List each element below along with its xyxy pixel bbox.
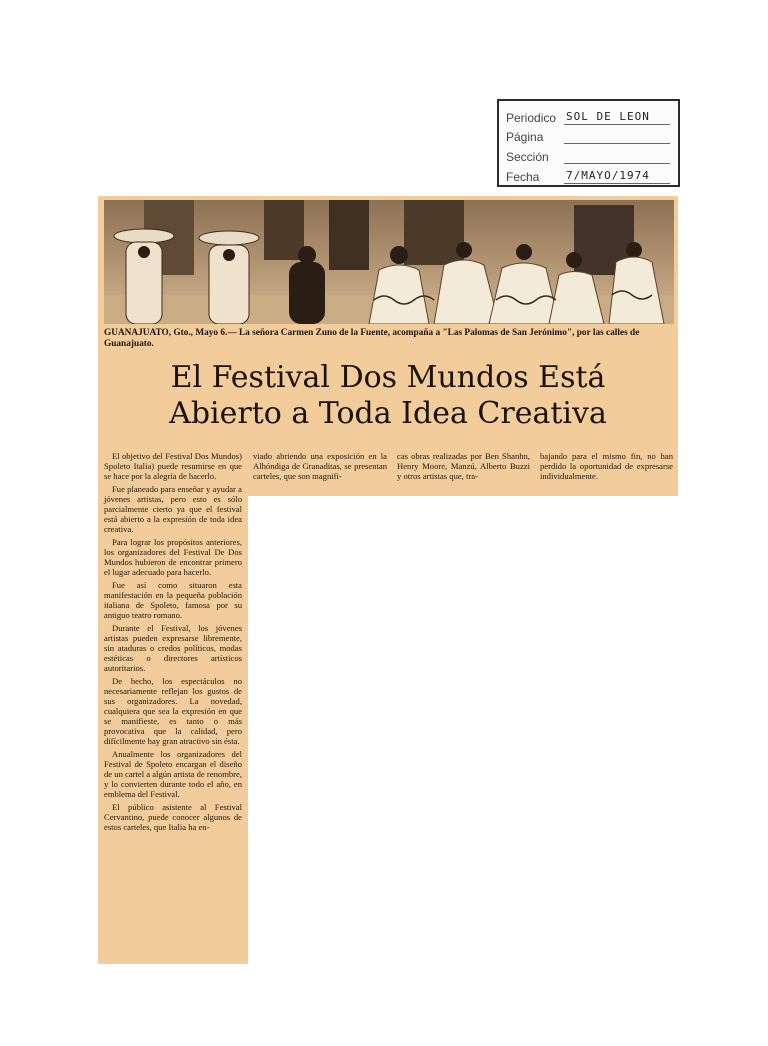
headline-line-2: Abierto a Toda Idea Creativa xyxy=(169,396,607,431)
headline-line-1: El Festival Dos Mundos Está xyxy=(170,360,606,395)
paragraph: bajando para el mismo fin, no han perdido la oportunidad de expresarse individualmente. xyxy=(540,451,673,481)
paragraph: El objetivo del Festival Dos Mundos) Spoleto Italia) puede resumirse en que se hace por la alegría de hacerlo. xyxy=(104,451,242,481)
article-column-4 xyxy=(540,451,673,484)
paragraph: El público asistente al Festival Cervantino, puede conocer algunos de estos carteles, que Italia ha en- xyxy=(104,802,242,832)
paragraph: viado abriendo una exposición en la Alhóndiga de Granaditas, se presentan carteles, que son magnifi- xyxy=(253,451,387,481)
archive-stamp xyxy=(497,99,680,187)
stamp-row-periodico xyxy=(506,105,670,125)
stamp-row-fecha xyxy=(506,164,670,184)
paragraph: De hecho, los espectáculos no necesariamente reflejan los gustos de sus organizadores. La novedad, cualquiera que sea la expresión en que se manifieste, es tanto o más provocativa que la calidad, pero difícilmente hay gran atractivo sin ésta. xyxy=(104,676,242,746)
stamp-label: Página xyxy=(506,130,544,144)
paragraph: Fue así como situaron esta manifestación en la pequeña población italiana de Spoleto, famosa por su antiguo teatro romano. xyxy=(104,580,242,620)
paragraph: Durante el Festival, los jóvenes artistas pueden expresarse libremente, sin ataduras o credos políticos, modas estéticas o directores artísticos autoritarios. xyxy=(104,623,242,673)
stamp-label: Periodico xyxy=(506,111,557,125)
photo-illustration xyxy=(104,200,674,324)
paragraph: Anualmente los organizadores del Festival de Spoleto encargan el diseño de un cartel a algún artista de renombre, y lo convierten durante todo el año, en emblema del Festival. xyxy=(104,749,242,799)
stamp-row-seccion xyxy=(506,144,670,164)
stamp-row-pagina xyxy=(506,124,670,144)
stamp-label: Sección xyxy=(506,150,549,164)
headline xyxy=(104,360,672,432)
article-column-2 xyxy=(253,451,387,484)
article-column-1 xyxy=(104,451,242,835)
stamp-label: Fecha xyxy=(506,170,540,184)
paragraph: cas obras realizadas por Ben Shanhn, Henry Moore, Manzú, Alberto Buzzi y otros artistas que, tra- xyxy=(397,451,530,481)
stamp-value: SOL DE LEON xyxy=(566,110,650,123)
paragraph: Para lograr los propósitos anteriores, los organizadores del Festival De Dos Mundos hubieron de encontrar primero el lugar adecuado para hacerlo. xyxy=(104,537,242,577)
stamp-value: 7/MAYO/1974 xyxy=(566,169,650,182)
news-photo xyxy=(104,200,674,324)
article-column-3 xyxy=(397,451,530,484)
paragraph: Fue planeado para enseñar y ayudar a jóvenes artistas, pero esto es sólo parcialmente cierto ya que el festival está abierto a la expresión de toda idea creativa. xyxy=(104,484,242,534)
photo-caption: GUANAJUATO, Gto., Mayo 6.— La señora Carmen Zuno de la Fuente, acompaña a "Las Palomas de San Jerónimo", por las calles de Guanajuato. xyxy=(104,328,640,349)
